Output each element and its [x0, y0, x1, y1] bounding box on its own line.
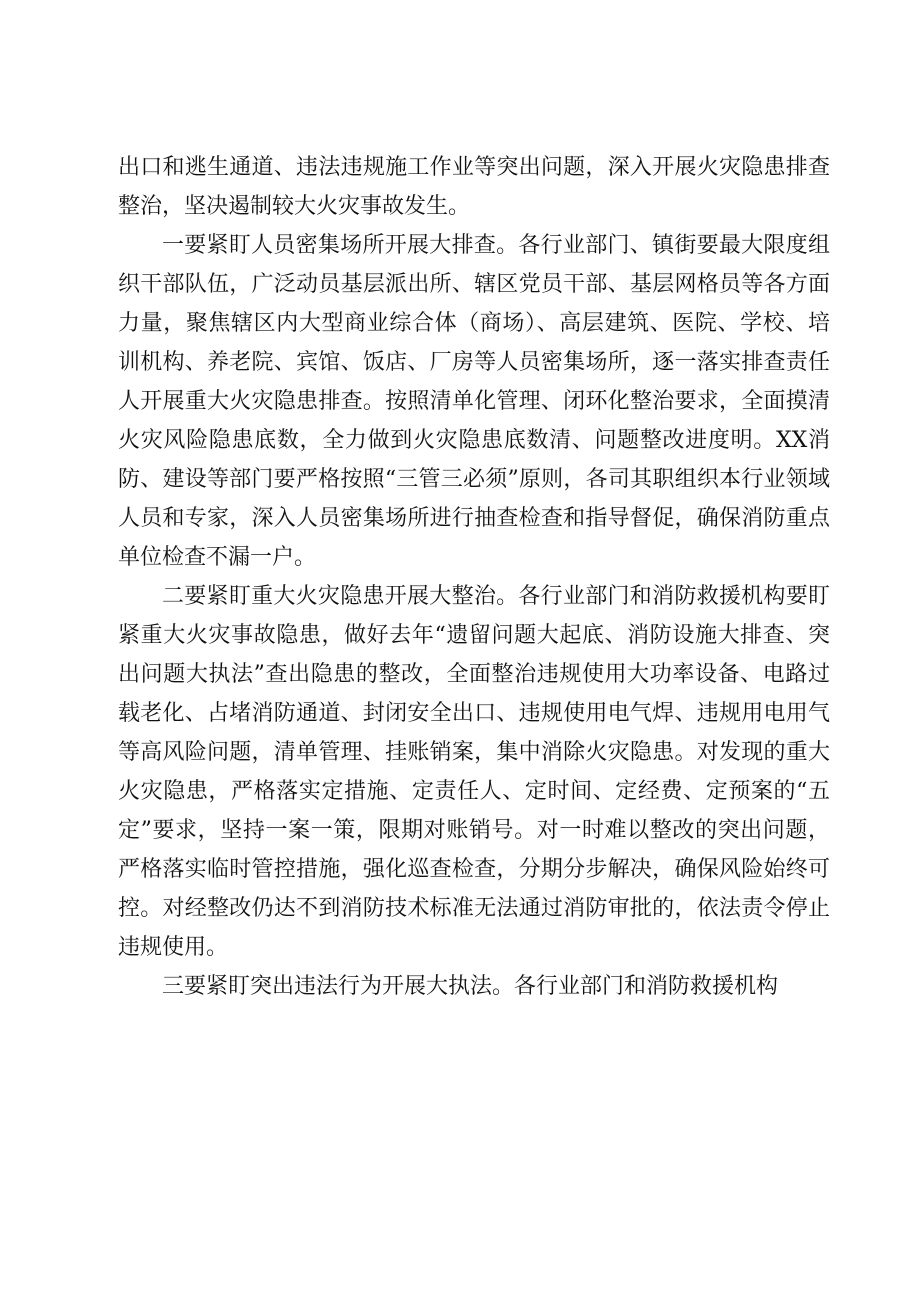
- paragraph-two: 二要紧盯重大火灾隐患开展大整治。各行业部门和消防救援机构要盯紧重大火灾事故隐患，做好去年“遗留问题大起底、消防设施大排查、突出问题大执法”查出隐患的整改，全面整治违规使用大功率设备、电路过载老化、占堵消防通道、封闭安全出口、违规使用电气焊、违规用电用气等高风险问题，清单管理、挂账销案，集中消除火灾隐患。对发现的重大火灾隐患，严格落实定措施、定责任人、定时间、定经费、定预案的“五定”要求，坚持一案一策，限期对账销号。对一时难以整改的突出问题，严格落实临时管控措施，强化巡查检查，分期分步解决，确保风险始终可控。对经整改仍达不到消防技术标准无法通过消防审批的，依法责令停止违规使用。: [118, 584, 830, 960]
- document-body: [118, 148, 830, 1006]
- paragraph-continuation: 出口和逃生通道、违法违规施工作业等突出问题，深入开展火灾隐患排查整治，坚决遏制较大火灾事故发生。: [118, 155, 830, 219]
- paragraph-three: 三要紧盯突出违法行为开展大执法。各行业部门和消防救援机构: [162, 974, 779, 999]
- paragraph-one: 一要紧盯人员密集场所开展大排查。各行业部门、镇街要最大限度组织干部队伍，广泛动员基层派出所、辖区党员干部、基层网格员等各方面力量，聚焦辖区内大型商业综合体（商场）、高层建筑、医院、学校、培训机构、养老院、宾馆、饭店、厂房等人员密集场所，逐一落实排查责任人开展重大火灾隐患排查。按照清单化管理、闭环化整治要求，全面摸清火灾风险隐患底数，全力做到火灾隐患底数清、问题整改进度明。XX消防、建设等部门要严格按照“三管三必须”原则，各司其职组织本行业领域人员和专家，深入人员密集场所进行抽查检查和指导督促，确保消防重点单位检查不漏一户。: [118, 233, 830, 570]
